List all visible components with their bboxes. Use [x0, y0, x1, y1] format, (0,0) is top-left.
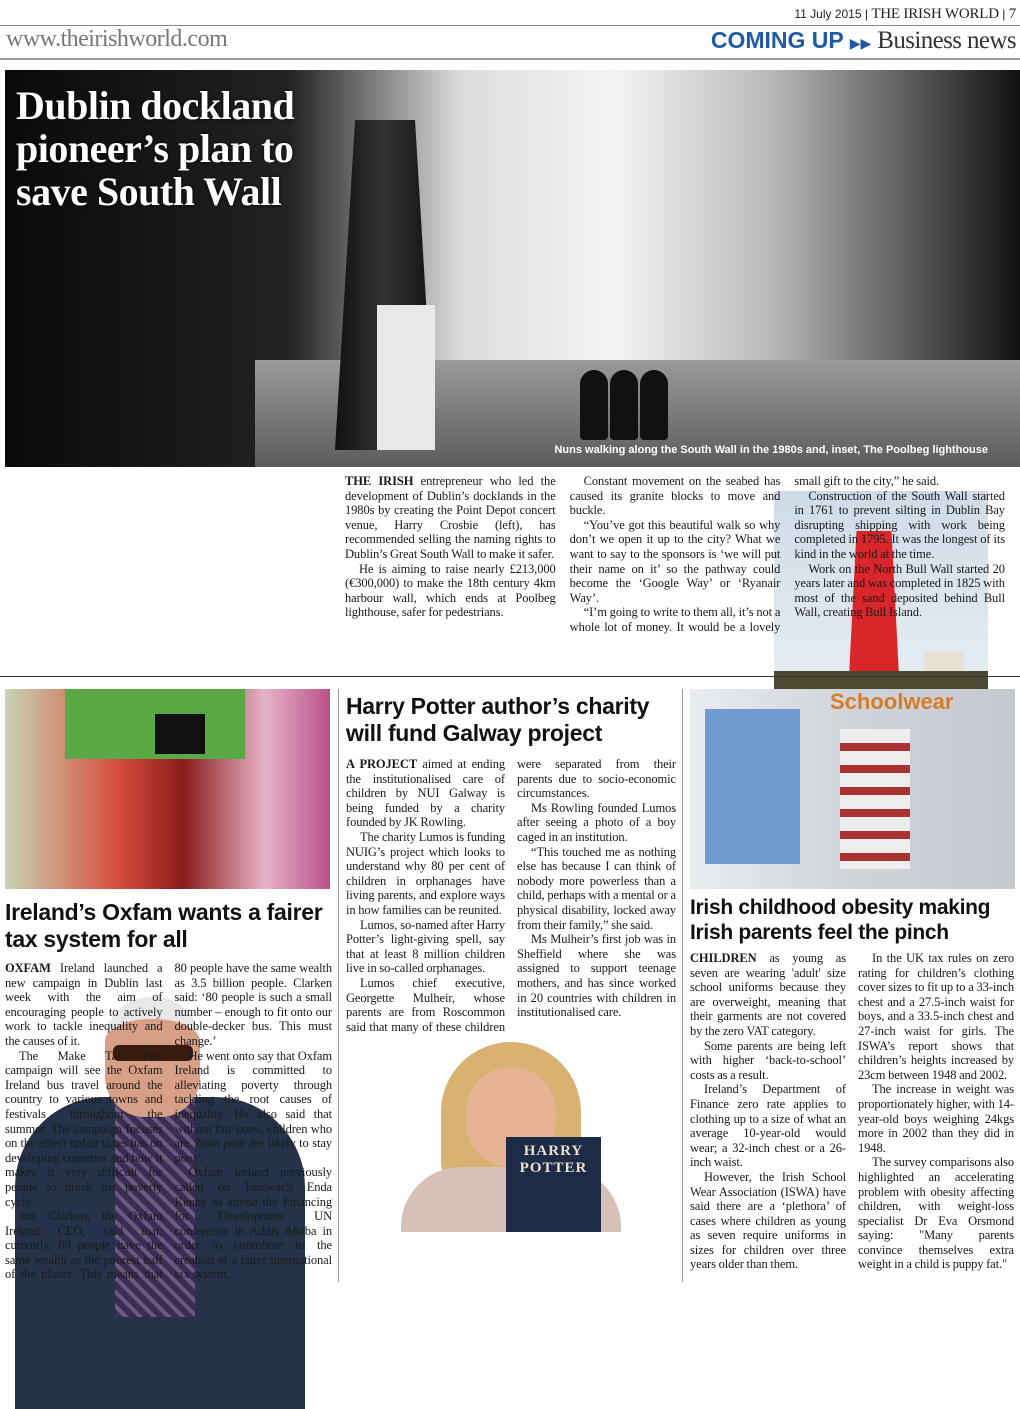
publication-name: THE IRISH WORLD [871, 6, 999, 22]
lead-kicker: THE IRISH [345, 474, 414, 488]
double-chevron-right-icon: ▶▶ [849, 36, 872, 52]
harry-potter-book: HARRY POTTER [506, 1137, 601, 1232]
paragraph: The increase in weight was proportionately higher, with 14-year-old boys weighing 24kgs more in 2002 than they did in 1948. [858, 1082, 1014, 1155]
hp-headline: Harry Potter author’s charity will fund Galway project [346, 693, 650, 746]
paragraph: Constant movement on the seabed has caused its granite blocks to move and buckle. [569, 474, 781, 518]
coming-up-topic: Business news [877, 27, 1016, 54]
oxfam-bus-photo [5, 689, 330, 889]
obesity-story-body [690, 951, 1014, 1272]
obesity-story [682, 689, 1020, 1282]
lead-text: as young as seven are wearing 'adult' size school uniforms because they are overweight, meaning that their garments are not covered by the zero VAT category. [690, 951, 846, 1038]
oxfam-story [0, 689, 338, 1282]
lead-kicker: A PROJECT [346, 757, 418, 771]
paragraph: He went onto say that Oxfam Ireland is committed to alleviating poverty through tackling the root causes of inequality. He also said that without fair taxes, children who are ‘born poor are likely to stay poor’. [174, 1048, 332, 1165]
website-link[interactable]: www.theirishworld.com [6, 26, 228, 52]
paragraph: Ms Rowling founded Lumos after seeing a photo of a boy caged in an institution. [517, 800, 676, 844]
lead-kicker: OXFAM [5, 961, 51, 975]
paragraph: Jim Clarken, the Oxfam Ireland CEO, said that, currently, 80 people have the same wealth as the poorest half of the planet. This means that 80 people have the same wealth as 3.5 billion people. Clarken said: ‘80 people is such a small number – enough to fit onto our double-decker bus. This must change.’ [5, 961, 332, 1282]
page-number: 7 [1008, 6, 1016, 22]
oxfam-headline: Ireland’s Oxfam wants a fairer tax system for all [5, 899, 323, 952]
paragraph: “I’m going to write to them all, it’s not a whole lot of money. It would be a lovely small gift to the city,” he said. [569, 474, 940, 634]
paragraph: He is aiming to raise nearly £213,000 (€300,000) to make the 18th century 4km harbour wall, which ends at Poolbeg lighthouse, safer for pedestrians. [345, 561, 556, 620]
oxfam-story-body [5, 961, 332, 1282]
paragraph: “This touched me as nothing else has because I can think of nobody more powerless than a child, perhaps with a mental or a physical disability, locked away from their family,” she said. [517, 844, 676, 932]
hp-story [338, 689, 682, 1282]
paragraph: Lumos chief executive, Georgette Mulheir, whose parents are from Roscommon said that many of these children were separated from their parents due to socio-economic circumstances. [346, 757, 676, 1034]
hp-story-body [346, 757, 676, 1034]
paragraph: Some parents are being left with higher ‘back-to-school’ costs as a result. [690, 1038, 846, 1082]
paragraph: However, the Irish School Wear Association (ISWA) have said there are a ‘plethora’ of cases where children as young as seven require uniforms in sizes for children over three years older than them. [690, 1169, 846, 1272]
lead-paragraph [690, 951, 846, 1039]
paragraph: Work on the North Bull Wall started 20 years later and was completed in 1825 with most of the sand deposited behind Bull Wall, creating Bull Island. [794, 561, 1005, 620]
issue-date: 11 July 2015 [794, 7, 862, 21]
lead-text: Ireland launched a new campaign in Dublin last week with the aim of encouraging people to actively work to tackle inequality and the causes of it. [5, 961, 163, 1048]
page-flow [0, 474, 1020, 1282]
lead-paragraph [346, 757, 505, 830]
lead-text: entrepreneur who led the development of Dublin’s docklands in the 1980s by creating the Point Depot concert venue, Harry Crosbie (left), has recommended selling the naming rights to Dublin’s Great South Wall to make it safer. [345, 474, 556, 561]
paragraph: Ireland’s Department of Finance zero rate applies to clothing up to a size of what an average 10-year-old would wear; a 32-inch chest or a 26-inch waist. [690, 1082, 846, 1170]
coming-up-label: COMING UP [710, 27, 844, 53]
section-divider [0, 676, 1020, 677]
paragraph: The charity Lumos is funding NUIG’s project which looks to understand why 80 per cent of children in orphanages have living parents, and explore ways in how families can be reunited. [346, 829, 505, 917]
lead-kicker: CHILDREN [690, 951, 757, 965]
photo-caption: Nuns walking along the South Wall in the 1980s and, inset, The Poolbeg lighthouse [554, 444, 988, 456]
obesity-headline: Irish childhood obesity making Irish parents feel the pinch [690, 896, 991, 944]
paragraph: The survey comparisons also highlighted an accelerating problem with obesity affecting children, with weight-loss specialist Dr Eva Orsmond saying: "Many parents convince themselves extra weight in a child is puppy fat." [858, 1155, 1014, 1272]
lead-paragraph [345, 474, 556, 562]
school-uniform-shop-photo [690, 689, 1015, 889]
lower-stories [0, 689, 1020, 1282]
page-dateline: 11 July 2015 | THE IRISH WORLD | 7 [794, 6, 1016, 22]
paragraph: Oxfam Ireland previously called on Taoiseach Enda Kenny to attend the Financing for Development UN conference in Addis Ababa in order to contribute to the creation of a fairer international tax system. [174, 1165, 332, 1282]
coming-up-banner [711, 27, 1016, 55]
paragraph: Lumos, so-named after Harry Potter’s light-giving spell, say that at least 8 million children live in so-called orphanages. [346, 917, 505, 976]
lead-story-body [345, 474, 1005, 670]
shop-sign: Schoolwear [830, 689, 954, 714]
lead-text: aimed at ending the institutionalised care of children by NUI Galway is being funded by a charity founded by JK Rowling. [346, 757, 505, 830]
lead-paragraph [5, 961, 163, 1049]
lead-headline: Dublin dockland pioneer’s plan to save South Wall [16, 83, 295, 214]
jk-rowling-photo [401, 1042, 621, 1232]
paragraph: Construction of the South Wall started in 1761 to prevent silting in Dublin Bay disrupting shipping with work being completed in 1795. It was the longest of its kind in the world at the time. [794, 488, 1005, 561]
header-rule [0, 58, 1020, 60]
paragraph: The Make Tax Fair campaign will see the Oxfam Ireland bus travel around the country to various towns and festivals throughout the summer. The campaign focuses on the effect unfair taxes has on developing countries and how it makes it very difficult for people to break the poverty cycle. [5, 1048, 163, 1209]
paragraph: “You’ve got this beautiful walk so why don’t we open it up to the city? What we want to say to the sponsors is ‘we will put their name on it’ so the pathway could become the ‘Google Way’ or ‘Ryanair Way’. [569, 517, 781, 605]
paragraph: In the UK tax rules on zero rating for children’s clothing cover sizes to fit up to a 33-inch chest and a 27.5-inch waist for boys, and a 33.5-inch chest and 27-inch waist for girls. The ISWA’s report shows that children’s heights increased by 23cm between 1948 and 2002. [858, 951, 1014, 1082]
paragraph: Ms Mulheir’s first job was in Sheffield where she was assigned to support teenage mothers, and has since worked in 20 countries with children in institutionalised care. [517, 932, 676, 1020]
